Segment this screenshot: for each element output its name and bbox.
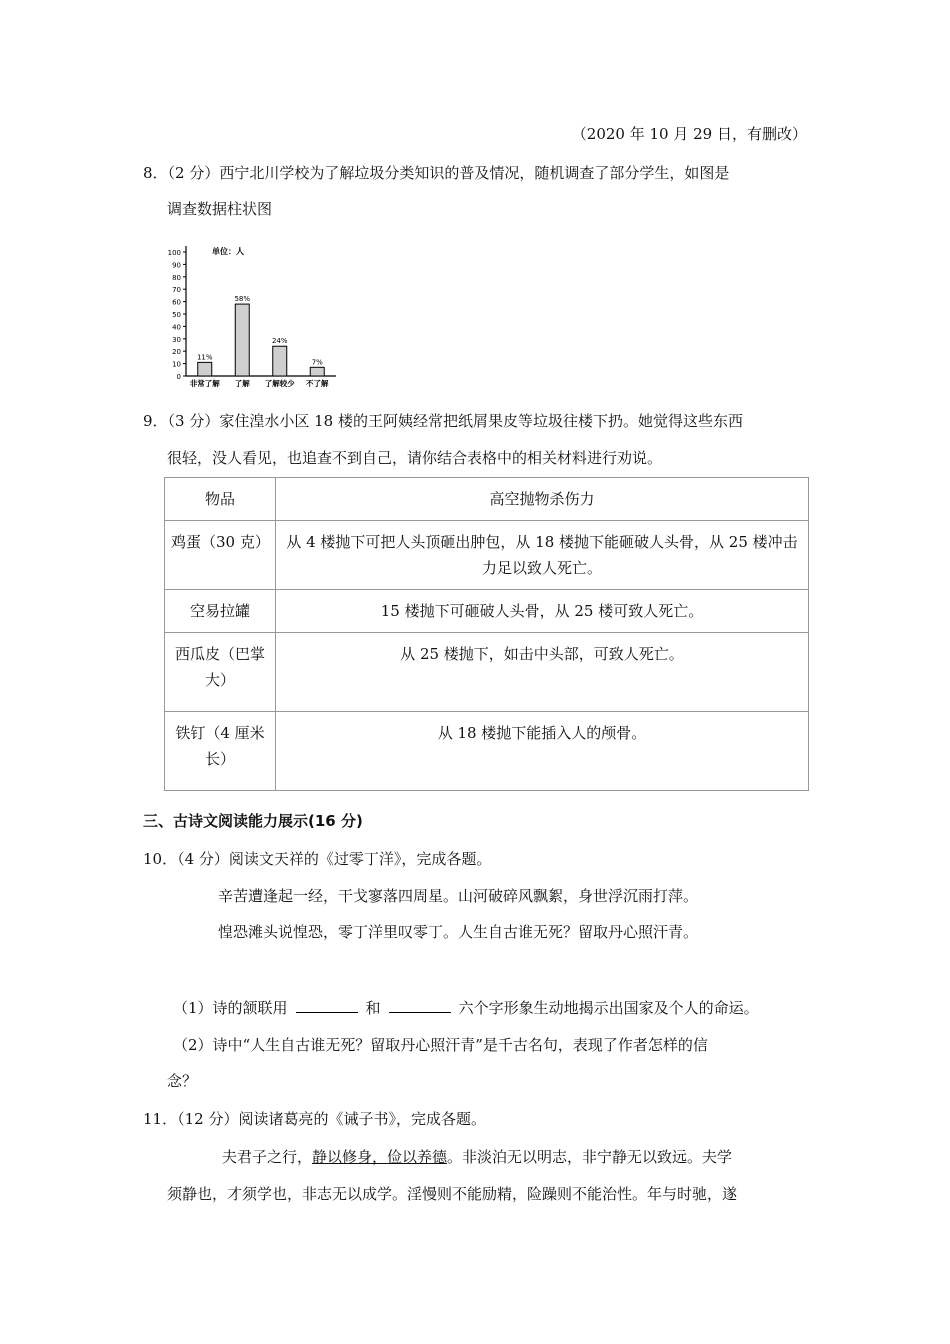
question-8-line2: 调查数据柱状图 <box>167 200 273 218</box>
bar <box>273 346 287 376</box>
y-tick-label: 40 <box>172 323 181 332</box>
bar-value-label: 11% <box>196 353 213 362</box>
question-11-intro: 11．（12 分）阅读诸葛亮的《诫子书》，完成各题。 <box>143 1110 486 1128</box>
table-row <box>165 590 809 633</box>
category-label: 了解 <box>234 379 250 388</box>
y-tick-label: 50 <box>172 311 181 319</box>
sub1-text-a: （1）诗的颔联用 <box>173 999 288 1017</box>
table-cell-effect: 从 25 楼抛下，如击中头部，可致人死亡。 <box>276 633 809 712</box>
table-row <box>165 521 809 590</box>
table-cell-item: 西瓜皮（巴掌大） <box>165 633 276 712</box>
section-3-heading: 三、古诗文阅读能力展示(16 分) <box>143 812 363 830</box>
table-cell-effect: 15 楼抛下可砸破人头骨，从 25 楼可致人死亡。 <box>276 590 809 633</box>
category-label: 了解较少 <box>264 379 295 388</box>
bar <box>198 362 212 376</box>
table-cell-item: 铁钉（4 厘米长） <box>165 712 276 791</box>
passage-text-b: 。非淡泊无以明志，非宁静无以致远。夫学 <box>447 1148 733 1166</box>
bar-chart <box>160 238 340 390</box>
y-tick-label: 0 <box>176 373 181 381</box>
projectile-table <box>164 477 809 791</box>
y-tick-label: 10 <box>172 360 181 369</box>
answer-blank-2[interactable] <box>389 997 451 1013</box>
y-tick-label: 20 <box>172 348 181 357</box>
question-10-intro: 10．（4 分）阅读文天祥的《过零丁洋》，完成各题。 <box>143 850 492 868</box>
table-cell-effect: 从 18 楼抛下能插入人的颅骨。 <box>276 712 809 791</box>
sub1-text-c: 六个字形象生动地揭示出国家及个人的命运。 <box>458 999 759 1017</box>
answer-blank-1[interactable] <box>296 997 358 1013</box>
y-tick-label: 90 <box>172 261 181 270</box>
y-tick-label: 70 <box>172 286 181 295</box>
category-label: 非常了解 <box>189 379 220 388</box>
table-header-effect: 高空抛物杀伤力 <box>276 478 809 521</box>
table-row <box>165 633 809 712</box>
table-cell-item: 鸡蛋（30 克） <box>165 521 276 590</box>
bar <box>235 304 249 376</box>
question-8-line1: 8．（2 分）西宁北川学校为了解垃圾分类知识的普及情况，随机调查了部分学生，如图是 <box>143 164 730 182</box>
bar <box>310 367 324 376</box>
chart-title: 单位：人 <box>212 247 244 256</box>
bar-value-label: 7% <box>311 358 323 367</box>
passage-underlined: 静以修身，俭以养德 <box>312 1148 448 1166</box>
table-cell-item: 空易拉罐 <box>165 590 276 633</box>
sub1-text-b: 和 <box>365 999 381 1017</box>
bar-value-label: 58% <box>234 295 251 304</box>
passage-text-a: 夫君子之行， <box>222 1148 313 1166</box>
question-10-sub1 <box>173 997 759 1018</box>
question-9-line1: 9．（3 分）家住湟水小区 18 楼的王阿姨经常把纸屑果皮等垃圾往楼下扔。她觉得这些东西 <box>143 412 743 430</box>
passage-line-2: 须静也，才须学也，非志无以成学。淫慢则不能励精，险躁则不能治性。年与时驰，遂 <box>167 1185 738 1203</box>
poem-line-2: 惶恐滩头说惶恐，零丁洋里叹零丁。人生自古谁无死？留取丹心照汗青。 <box>218 923 699 941</box>
category-label: 不了解 <box>306 379 329 388</box>
table-header-row <box>165 478 809 521</box>
question-10-sub2-line1: （2）诗中“人生自古谁无死？留取丹心照汗青”是千古名句，表现了作者怎样的信 <box>173 1036 708 1054</box>
question-10-sub2-line2: 念？ <box>167 1072 198 1090</box>
poem-line-1: 辛苦遭逢起一经，干戈寥落四周星。山河破碎风飘絮，身世浮沉雨打萍。 <box>218 887 699 905</box>
question-9-line2: 很轻，没人看见，也追查不到自己，请你结合表格中的相关材料进行劝说。 <box>167 449 663 467</box>
y-tick-label: 100 <box>167 249 181 257</box>
bar-value-label: 24% <box>271 337 288 346</box>
y-tick-label: 60 <box>172 298 181 307</box>
table-cell-effect: 从 4 楼抛下可把人头顶砸出肿包，从 18 楼抛下能砸破人头骨，从 25 楼冲击力足以致人死亡。 <box>276 521 809 590</box>
y-tick-label: 80 <box>172 273 181 282</box>
table-header-item: 物品 <box>165 478 276 521</box>
table-row <box>165 712 809 791</box>
passage-line-1 <box>222 1146 732 1167</box>
y-tick-label: 30 <box>172 335 181 344</box>
source-note: （2020 年 10 月 29 日，有删改） <box>571 125 807 143</box>
